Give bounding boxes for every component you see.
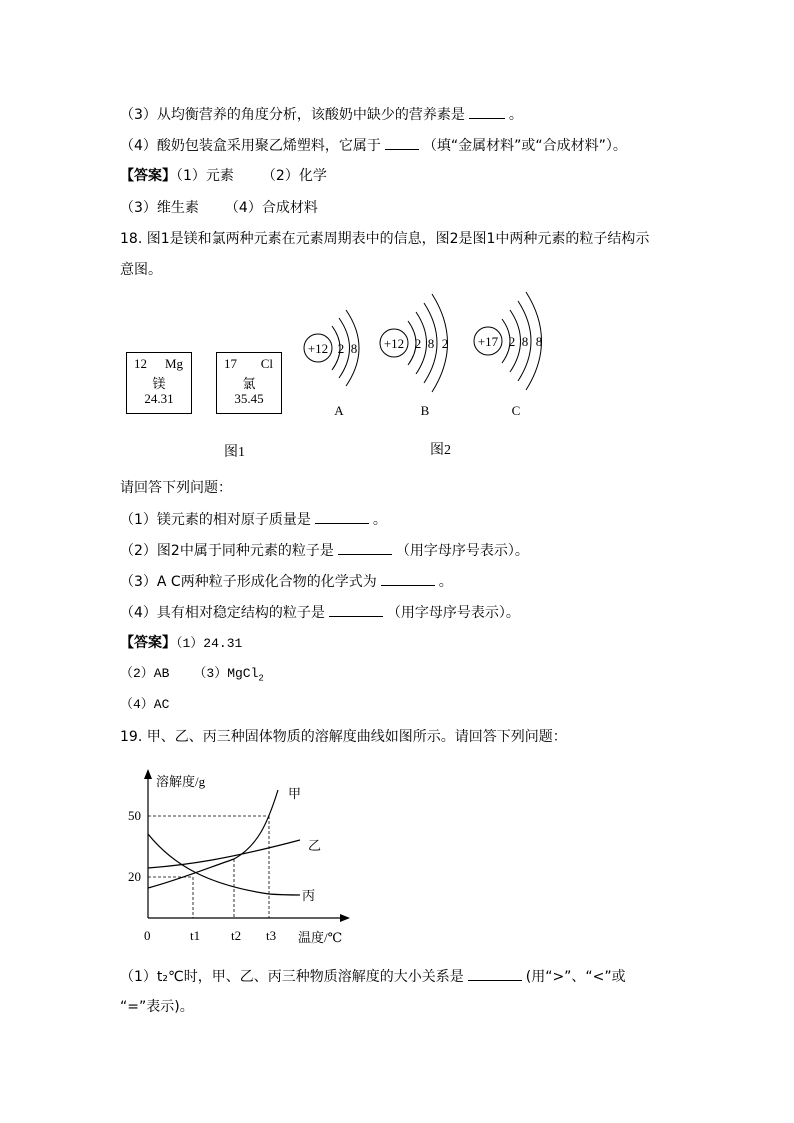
q19-part1-line2: “=”表示)。 xyxy=(120,999,194,1015)
figure2-caption: 图2 xyxy=(430,443,451,458)
q18-stem-line2: 意图。 xyxy=(120,262,162,278)
q17-part3: （3）从均衡营养的角度分析，该酸奶中缺少的营养素是 。 xyxy=(120,104,523,125)
x-tick-t2: t2 xyxy=(231,928,242,943)
x-axis-arrow xyxy=(340,914,350,922)
shell-b-count-1: 2 xyxy=(414,336,422,351)
answer-blank[interactable] xyxy=(385,135,419,150)
y-tick-20: 20 xyxy=(128,869,141,884)
y-tick-50: 50 xyxy=(128,808,141,823)
q18-stem-line1: 18. 图1是镁和氯两种元素在元素周期表中的信息，图2是图1中两种元素的粒子结构示 xyxy=(120,231,650,247)
x-tick-t1: t1 xyxy=(190,928,201,943)
q18-part3: （3）A C两种粒子形成化合物的化学式为 。 xyxy=(120,571,453,592)
q18-part4: （4）具有相对稳定结构的粒子是 （用字母序号表示）。 xyxy=(120,602,520,623)
nucleus-b-charge: +12 xyxy=(383,336,405,351)
curve-bing xyxy=(148,834,300,895)
nucleus-a-charge: +12 xyxy=(307,341,329,356)
shell-a-count-1: 2 xyxy=(337,341,345,356)
element-box-mg: 12 Mg 镁 24.31 xyxy=(126,352,192,414)
shell-a-count-2: 8 xyxy=(350,341,358,356)
q19-stem: 19. 甲、乙、丙三种固体物质的溶解度曲线如图所示。请回答下列问题： xyxy=(120,729,567,745)
x-tick-0: 0 xyxy=(144,928,151,943)
answer-blank[interactable] xyxy=(469,104,505,119)
shell-c-count-3: 8 xyxy=(535,334,543,349)
q17-answer-row2: （3）维生素 （4）合成材料 xyxy=(120,200,318,216)
x-tick-t3: t3 xyxy=(266,928,277,943)
answer-blank[interactable] xyxy=(315,509,369,524)
particle-label-c: C xyxy=(511,403,521,418)
q18-answer-row1: 【答案】（1）24.31 xyxy=(120,635,243,651)
q18-part1: （1）镁元素的相对原子质量是 。 xyxy=(120,509,387,530)
shell-c-count-1: 2 xyxy=(508,334,516,349)
particle-diagrams xyxy=(296,290,576,430)
answer-blank[interactable] xyxy=(381,571,435,586)
nucleus-c-charge: +17 xyxy=(477,334,499,349)
q18-part2: （2）图2中属于同种元素的粒子是 （用字母序号表示）。 xyxy=(120,540,529,561)
shell-b-count-3: 2 xyxy=(441,336,449,351)
x-axis-title: 温度/℃ xyxy=(298,930,343,945)
answer-blank[interactable] xyxy=(338,540,392,555)
q18-prompt: 请回答下列问题： xyxy=(120,480,232,496)
particle-label-b: B xyxy=(420,403,430,418)
figure1-caption: 图1 xyxy=(224,445,245,460)
answer-blank[interactable] xyxy=(468,966,522,981)
legend-jia: 甲 xyxy=(288,786,302,801)
legend-bing: 丙 xyxy=(302,888,316,903)
shell-b-count-2: 8 xyxy=(427,336,435,351)
y-axis-arrow xyxy=(144,769,152,779)
shell-c-count-2: 8 xyxy=(521,334,529,349)
y-axis-title: 溶解度/g xyxy=(156,774,206,789)
solubility-chart xyxy=(118,760,368,950)
q18-answer-row2: （2）AB （3）MgCl$_2$ xyxy=(120,666,264,684)
curve-yi xyxy=(148,840,300,868)
answer-blank[interactable] xyxy=(329,602,383,617)
q17-answer-row1: 【答案】（1）元素 （2）化学 xyxy=(120,168,327,184)
particle-label-a: A xyxy=(334,403,344,418)
element-box-cl: 17 Cl 氯 35.45 xyxy=(216,352,282,414)
q17-part4: （4）酸奶包装盒采用聚乙烯塑料，它属于 （填“金属材料”或“合成材料”）。 xyxy=(120,135,627,156)
legend-yi: 乙 xyxy=(308,838,322,853)
q19-part1: （1）t₂℃时，甲、乙、丙三种物质溶解度的大小关系是 (用“>”、“<”或 xyxy=(120,966,626,987)
curve-jia xyxy=(148,790,278,888)
q18-answer-row3: （4）AC xyxy=(120,697,170,712)
